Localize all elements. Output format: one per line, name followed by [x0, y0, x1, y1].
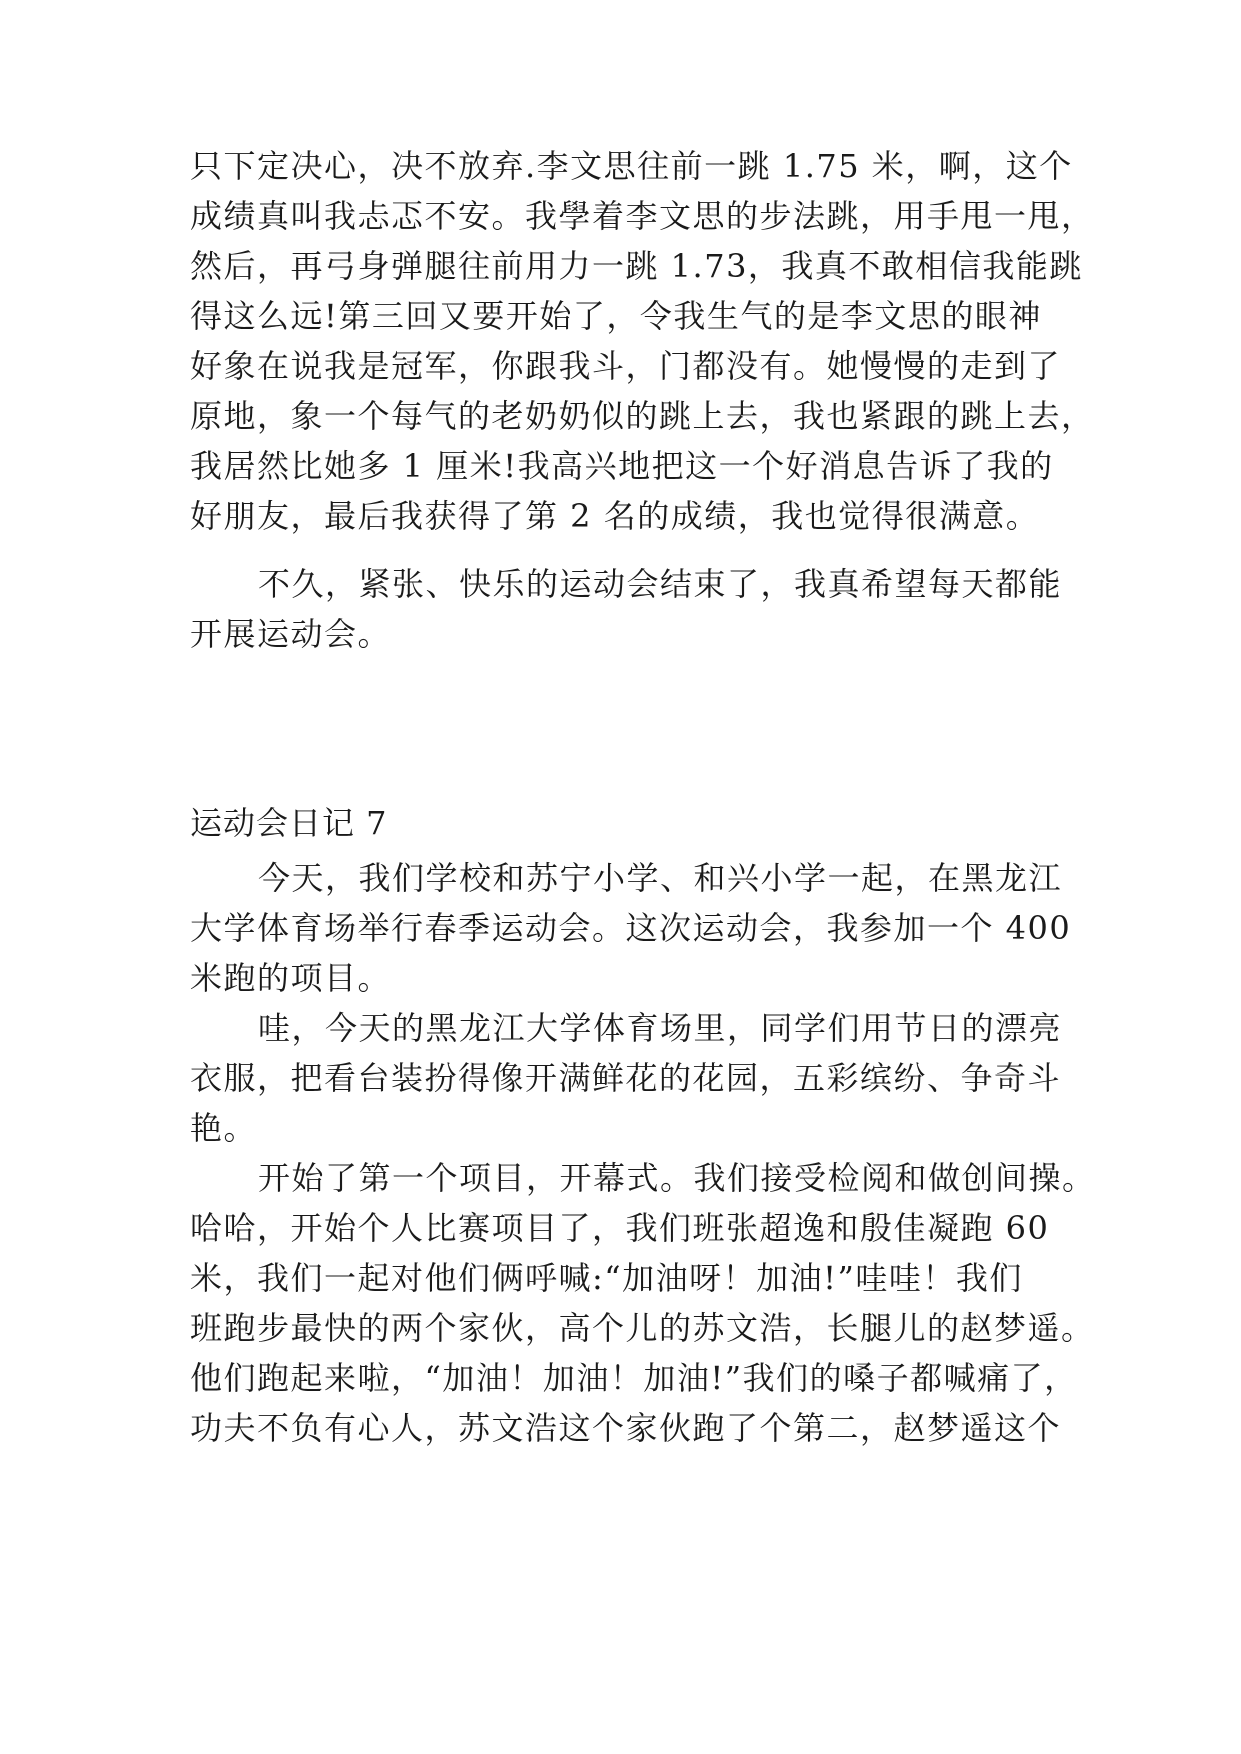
text-line: 得这么远!第三回又要开始了，令我生气的是李文思的眼神 — [190, 297, 1042, 335]
text-line: 我居然比她多 1 厘米!我高兴地把这一个好消息告诉了我的 — [190, 447, 1054, 485]
section-title: 运动会日记 7 — [190, 804, 388, 842]
text-line: 不久，紧张、快乐的运动会结束了，我真希望每天都能 — [258, 565, 1063, 603]
text-line: 然后，再弓身弹腿往前用力一跳 1.73，我真不敢相信我能跳 — [190, 247, 1083, 285]
text-line: 只下定决心，决不放弃.李文思往前一跳 1.75 米，啊，这个 — [190, 147, 1073, 185]
text-line: 米，我们一起对他们俩呼喊:“加油呀！加油!”哇哇！我们 — [190, 1259, 1023, 1297]
text-line: 哈哈，开始个人比赛项目了，我们班张超逸和殷佳凝跑 60 — [190, 1209, 1050, 1247]
text-line: 哇，今天的黑龙江大学体育场里，同学们用节日的漂亮 — [258, 1009, 1063, 1047]
text-line: 开始了第一个项目，开幕式。我们接受检阅和做创间操。 — [258, 1159, 1096, 1197]
text-line: 艳。 — [190, 1109, 258, 1147]
paragraph-conclusion — [190, 559, 1063, 659]
text-line: 米跑的项目。 — [190, 959, 392, 997]
paragraph-stadium — [190, 1003, 1063, 1153]
text-line: 班跑步最快的两个家伙，高个儿的苏文浩，长腿儿的赵梦遥。 — [190, 1309, 1095, 1347]
text-line: 好象在说我是冠军，你跟我斗，门都没有。她慢慢的走到了 — [190, 347, 1062, 385]
text-line: 原地，象一个每气的老奶奶似的跳上去，我也紧跟的跳上去， — [190, 397, 1095, 435]
text-line: 开展运动会。 — [190, 615, 392, 653]
paragraph-long-jump — [190, 141, 1095, 541]
paragraph-races — [190, 1153, 1096, 1453]
text-line: 衣服，把看台装扮得像开满鲜花的花园，五彩缤纷、争奇斗 — [190, 1059, 1062, 1097]
text-line: 成绩真叫我忐忑不安。我學着李文思的步法跳，用手甩一甩， — [190, 197, 1095, 235]
text-line: 大学体育场举行春季运动会。这次运动会，我参加一个 400 — [190, 909, 1072, 947]
text-line: 今天，我们学校和苏宁小学、和兴小学一起，在黑龙江 — [258, 859, 1063, 897]
text-line: 他们跑起来啦，“加油！加油！加油!”我们的嗓子都喊痛了， — [190, 1359, 1078, 1397]
text-line: 功夫不负有心人，苏文浩这个家伙跑了个第二，赵梦遥这个 — [190, 1409, 1062, 1447]
text-line: 好朋友，最后我获得了第 2 名的成绩，我也觉得很满意。 — [190, 497, 1040, 535]
paragraph-intro — [190, 853, 1072, 1003]
